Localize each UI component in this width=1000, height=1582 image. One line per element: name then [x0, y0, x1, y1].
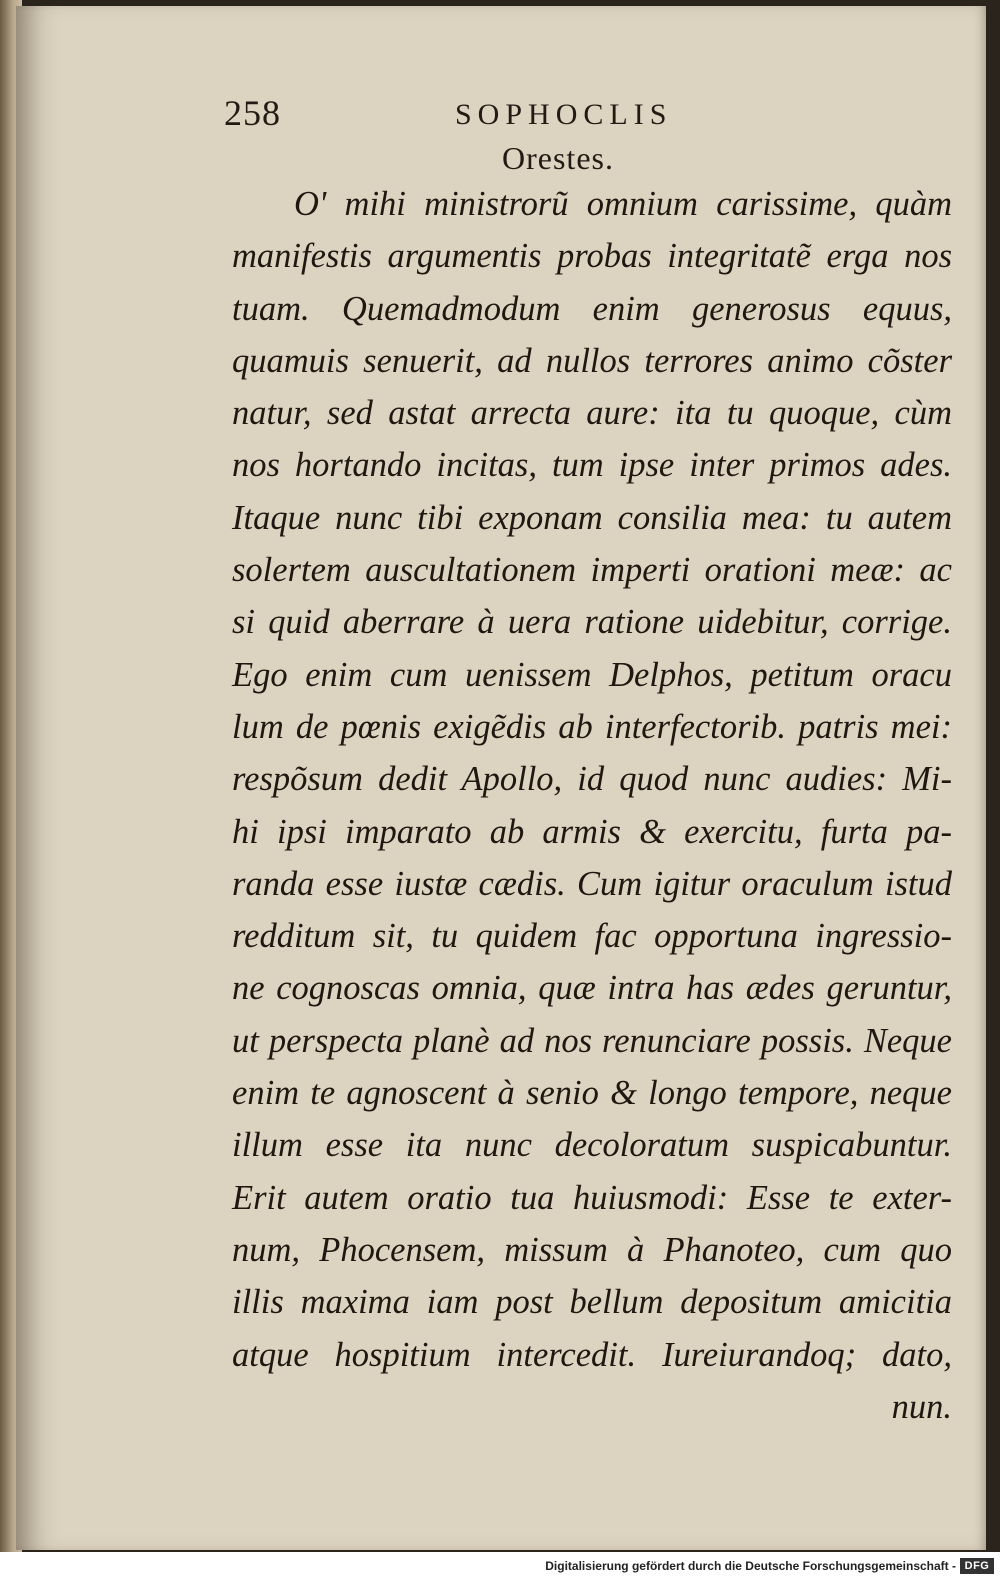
- text-line: si quid aberrare à uera ratione uidebitur, corrige.: [232, 603, 952, 642]
- text-line: Itaque nunc tibi exponam consilia mea: tu autem: [232, 498, 952, 537]
- text-line: redditum sit, tu quidem fac opportuna ingressio-: [232, 917, 952, 956]
- text-line: manifestis argumentis probas integritatẽ erga nos: [232, 237, 952, 276]
- text-line: illis maxima iam post bellum depositum amicitia: [232, 1283, 952, 1322]
- dfg-logo: DFG: [960, 1558, 994, 1574]
- text-line: randa esse iustæ cædis. Cum igitur oraculum istud: [232, 864, 952, 903]
- page-number: 258: [224, 93, 281, 133]
- text-line: solertem auscultationem imperti orationi meæ: ac: [232, 551, 952, 590]
- text-line: atque hospitium intercedit. Iureiurandoq; dato,: [232, 1335, 952, 1374]
- text-line: illum esse ita nunc decoloratum suspicabuntur.: [232, 1126, 952, 1165]
- text-line: nos hortando incitas, tum ipse inter primos ades.: [232, 446, 952, 485]
- text-line: Ego enim cum uenissem Delphos, petitum oracu: [232, 655, 952, 694]
- text-line: num, Phocensem, missum à Phanoteo, cum quo: [232, 1230, 952, 1269]
- text-line: respõsum dedit Apollo, id quod nunc audies: Mi-: [232, 760, 952, 799]
- catchword: nun.: [891, 1387, 952, 1426]
- text-line: quamuis senuerit, ad nullos terrores animo cõster: [232, 341, 952, 380]
- footer-bar: [0, 1552, 1000, 1582]
- body-text: [232, 178, 952, 1433]
- text-line: O' mihi ministrorũ omnium carissime, quàm: [294, 185, 952, 223]
- text-line: tuam. Quemadmodum enim generosus equus,: [232, 289, 952, 328]
- text-line: lum de pœnis exigẽdis ab interfectorib. patris mei:: [232, 707, 952, 746]
- text-line: natur, sed astat arrecta aure: ita tu quoque, cùm: [232, 394, 952, 433]
- funding-note: Digitalisierung gefördert durch die Deutsche Forschungsgemeinschaft -: [545, 1559, 956, 1573]
- text-line: Erit autem oratio tua huiusmodi: Esse te exter-: [232, 1178, 952, 1217]
- running-title: SOPHOCLIS: [455, 98, 673, 131]
- text-line: ut perspecta planè ad nos renunciare possis. Neque: [232, 1021, 952, 1060]
- text-line: enim te agnoscent à senio & longo tempore, neque: [232, 1074, 952, 1113]
- text-line: ne cognoscas omnia, quæ intra has ædes geruntur,: [232, 969, 952, 1008]
- text-line: hi ipsi imparato ab armis & exercitu, furta pa-: [232, 812, 952, 851]
- speaker-heading: Orestes.: [502, 140, 614, 176]
